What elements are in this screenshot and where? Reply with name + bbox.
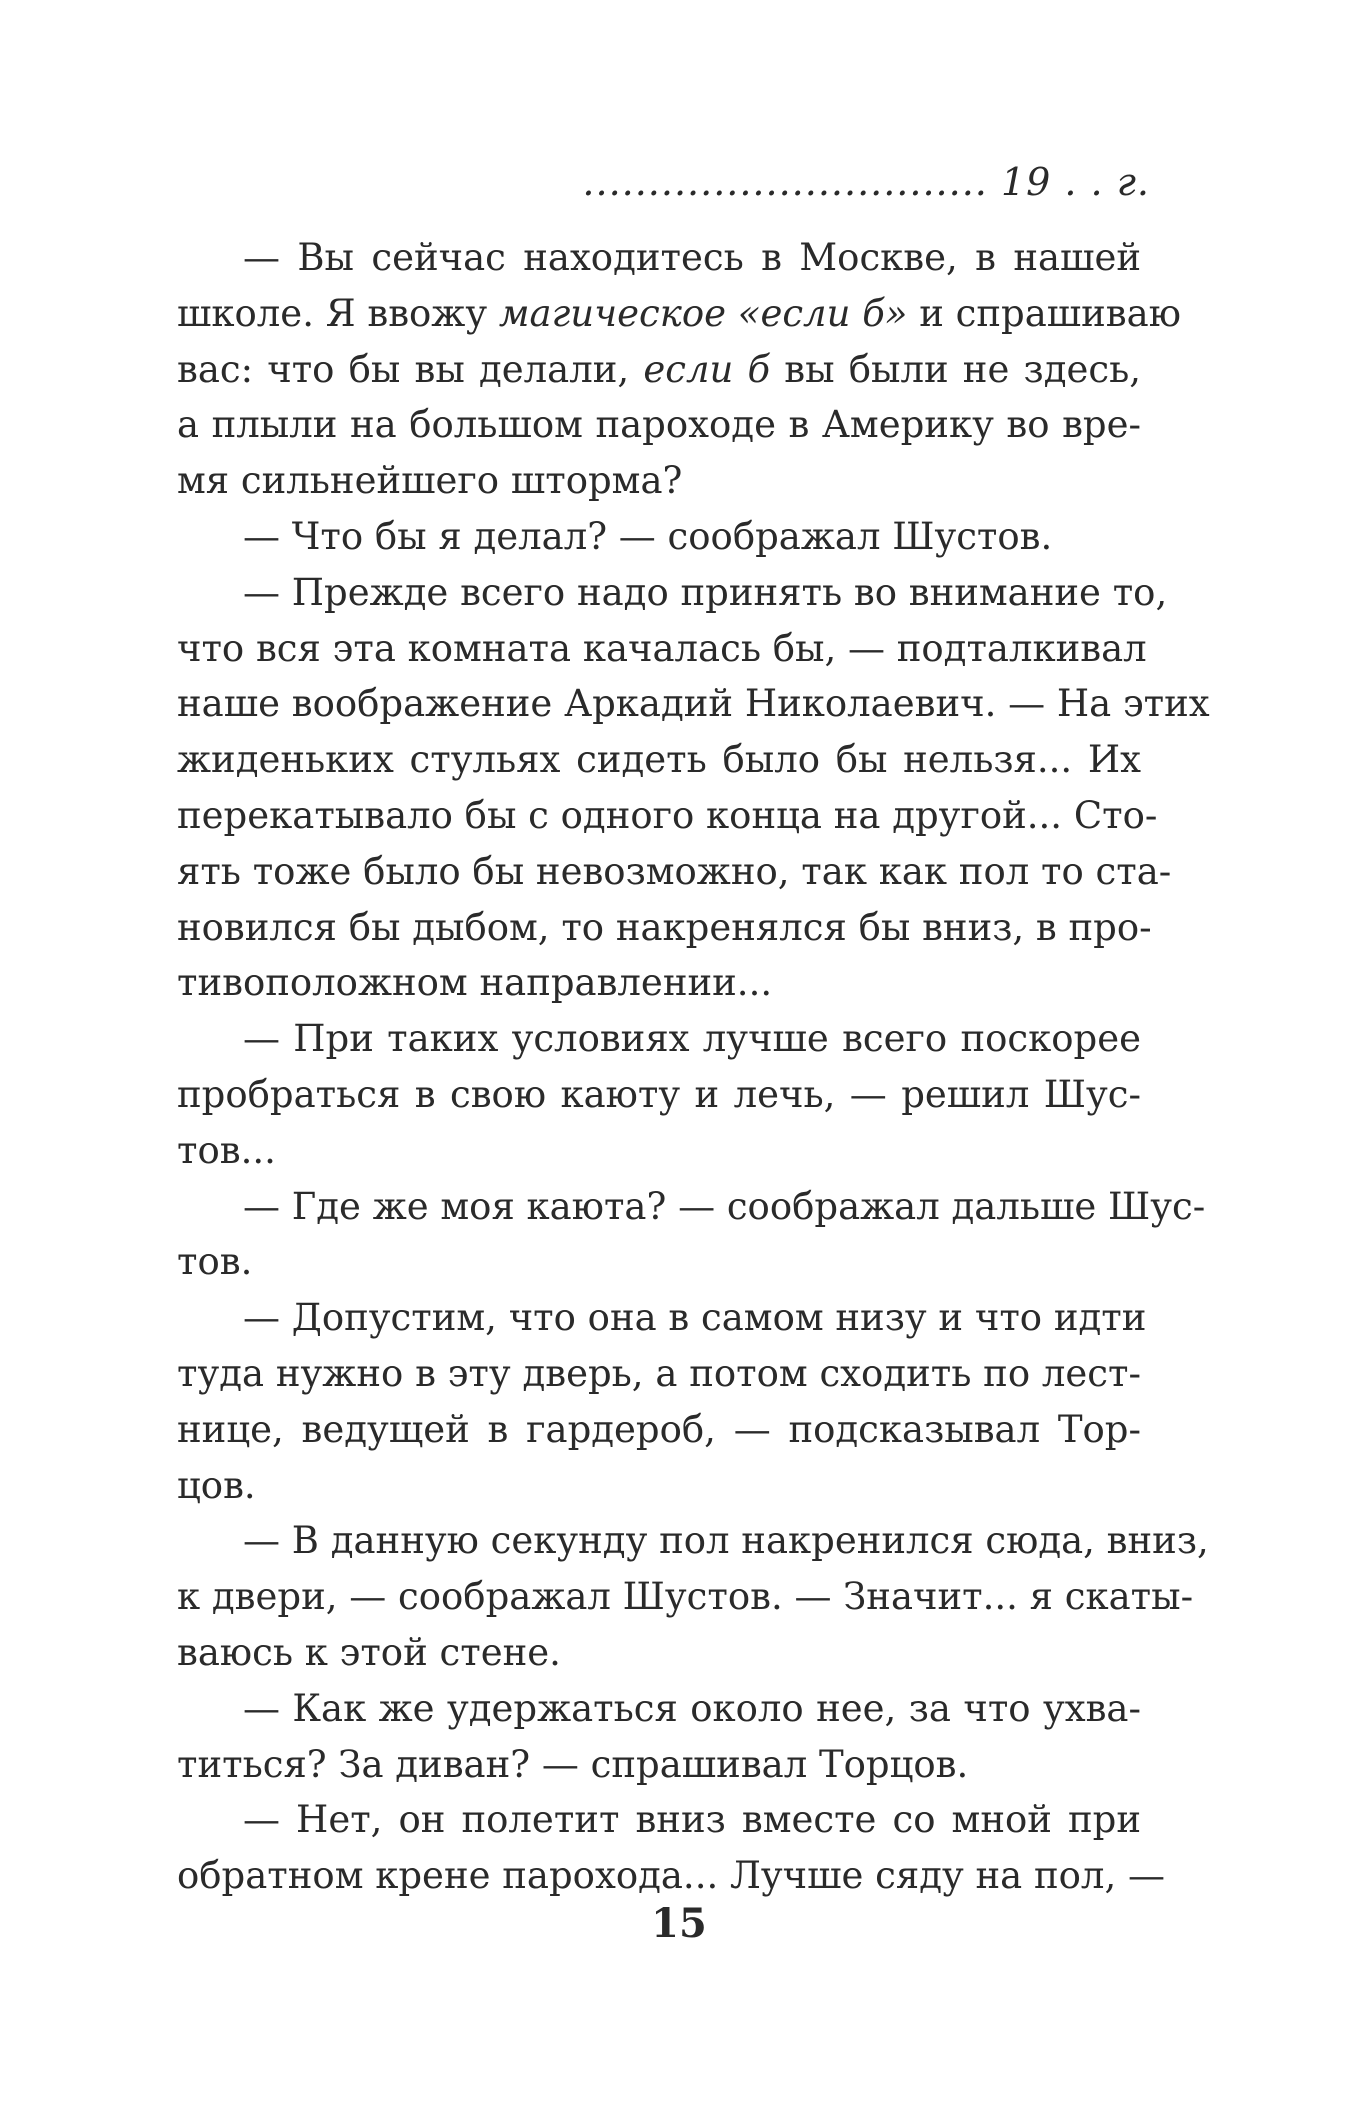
text-segment: — Допустим, что она в самом низу и что идти bbox=[243, 1296, 1147, 1340]
text-line bbox=[177, 1848, 1165, 1904]
text-line bbox=[177, 453, 1141, 509]
text-segment: ваюсь к этой стене. bbox=[177, 1630, 561, 1674]
text-segment: — Прежде всего надо принять во внимание то, bbox=[243, 570, 1168, 614]
text-segment: новился бы дыбом, то накренялся бы вниз, в про- bbox=[177, 905, 1152, 949]
text-segment: титься? За диван? — спрашивал Торцов. bbox=[177, 1742, 969, 1786]
text-line bbox=[177, 732, 1141, 788]
italic-segment: магическое «если б» bbox=[498, 291, 908, 335]
text-line bbox=[177, 509, 1141, 565]
text-line bbox=[177, 1011, 1141, 1067]
text-segment: — В данную секунду пол накренился сюда, вниз, bbox=[243, 1519, 1209, 1563]
text-line bbox=[177, 955, 1141, 1011]
text-line bbox=[177, 1067, 1141, 1123]
text-segment: мя сильнейшего шторма? bbox=[177, 459, 683, 503]
body-text bbox=[177, 230, 1210, 1904]
text-segment: и спрашиваю bbox=[907, 291, 1181, 335]
text-segment: школе. Я ввожу bbox=[177, 291, 499, 335]
text-line bbox=[177, 1792, 1141, 1848]
text-line bbox=[177, 788, 1158, 844]
text-segment: тивоположном направлении... bbox=[177, 961, 773, 1005]
text-line bbox=[177, 1402, 1141, 1458]
text-segment: вы были не здесь, bbox=[770, 347, 1141, 391]
text-line bbox=[177, 676, 1210, 732]
text-segment: цов. bbox=[177, 1463, 256, 1507]
text-segment: — Как же удержаться около нее, за что ухва- bbox=[243, 1686, 1141, 1730]
text-line bbox=[177, 1234, 1141, 1290]
text-segment: ять тоже было бы невозможно, так как пол то ста- bbox=[177, 849, 1172, 893]
running-header bbox=[582, 160, 1150, 204]
text-segment: пробраться в свою каюту и лечь, — решил Шус- bbox=[177, 1072, 1141, 1116]
text-segment: обратном крене парохода... Лучше сяду на пол, — bbox=[177, 1854, 1165, 1898]
text-line bbox=[177, 1513, 1209, 1569]
text-line bbox=[177, 1681, 1141, 1737]
text-line bbox=[177, 844, 1172, 900]
text-line bbox=[177, 1290, 1147, 1346]
text-line bbox=[177, 286, 1181, 342]
text-line bbox=[177, 1458, 1141, 1514]
text-segment: тов. bbox=[177, 1240, 253, 1284]
header-year-marker: 19 . . г. bbox=[1000, 160, 1150, 204]
text-line bbox=[177, 1123, 1141, 1179]
text-line bbox=[177, 1179, 1206, 1235]
text-line bbox=[177, 900, 1152, 956]
text-segment: — Нет, он полетит вниз вместе со мной при bbox=[243, 1798, 1141, 1842]
text-segment: наше воображение Аркадий Николаевич. — На этих bbox=[177, 682, 1210, 726]
text-line bbox=[177, 1737, 1141, 1793]
text-segment: тов... bbox=[177, 1128, 276, 1172]
text-segment: перекатывало бы с одного конца на другой... Сто- bbox=[177, 793, 1158, 837]
text-segment: — Что бы я делал? — соображал Шустов. bbox=[243, 514, 1053, 558]
text-segment: — Где же моя каюта? — соображал дальше Шус- bbox=[243, 1184, 1206, 1228]
text-segment: вас: что бы вы делали, bbox=[177, 347, 644, 391]
text-line bbox=[177, 1569, 1194, 1625]
text-segment: что вся эта комната качалась бы, — подталкивал bbox=[177, 626, 1147, 670]
italic-segment: если б bbox=[643, 347, 771, 391]
text-line bbox=[177, 342, 1141, 398]
header-dots: ............................... bbox=[582, 160, 988, 204]
text-segment: жиденьких стульях сидеть было бы нельзя... Их bbox=[177, 738, 1141, 782]
page-number: 15 bbox=[651, 1900, 707, 1947]
text-line bbox=[177, 397, 1141, 453]
text-line bbox=[177, 1346, 1141, 1402]
text-segment: а плыли на большом пароходе в Америку во вре- bbox=[177, 403, 1141, 447]
text-segment: к двери, — соображал Шустов. — Значит... я скаты- bbox=[177, 1575, 1194, 1619]
text-segment: нице, ведущей в гардероб, — подсказывал Тор- bbox=[177, 1407, 1141, 1451]
text-line bbox=[177, 565, 1168, 621]
text-segment: — При таких условиях лучше всего поскорее bbox=[243, 1017, 1141, 1061]
text-segment: — Вы сейчас находитесь в Москве, в нашей bbox=[243, 236, 1141, 279]
text-line bbox=[177, 1625, 1141, 1681]
text-segment: туда нужно в эту дверь, а потом сходить по лест- bbox=[177, 1351, 1141, 1395]
text-line bbox=[177, 230, 1141, 286]
text-line bbox=[177, 621, 1147, 677]
